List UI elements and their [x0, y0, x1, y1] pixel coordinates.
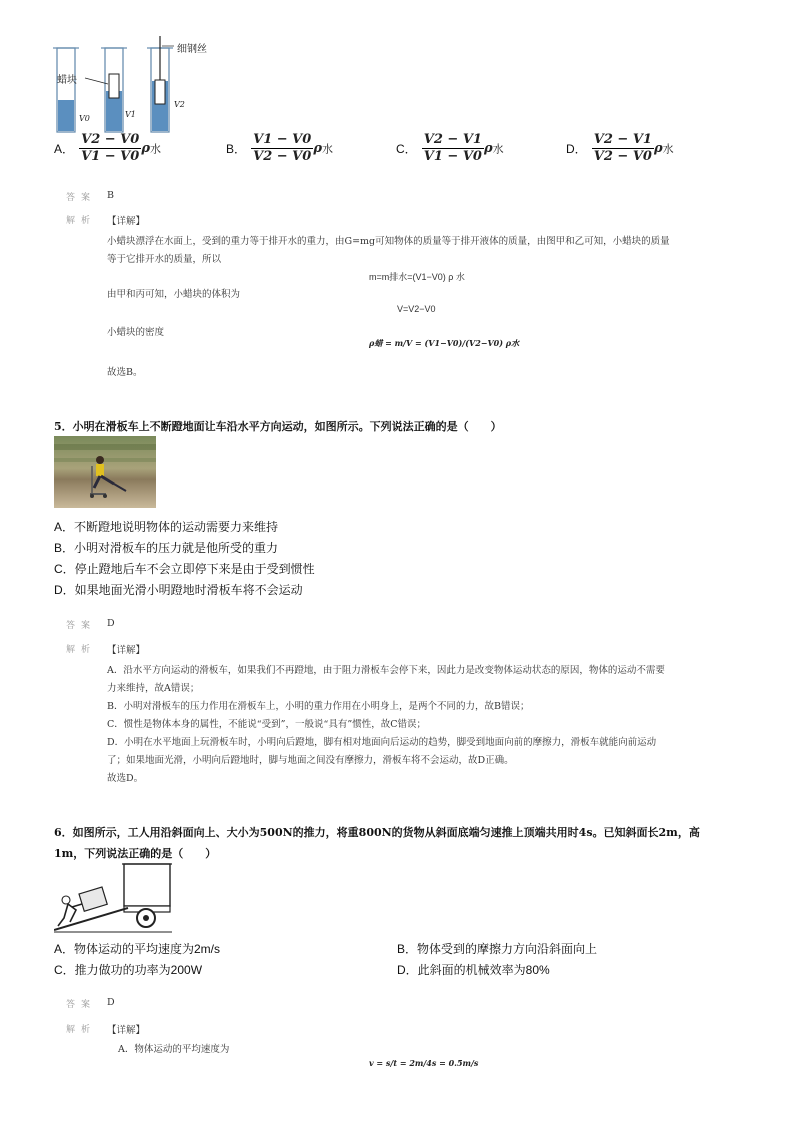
- q6-option-a[interactable]: A．物体运动的平均速度为2m/s: [54, 942, 221, 956]
- q5-analysis-label: 解析: [66, 645, 97, 655]
- v1-label: V1: [125, 110, 136, 119]
- q4-option-b-fraction: $\frac{V1 - V0}{V2 - V0}$: [253, 132, 312, 164]
- q5-line-3: B．小明对滑板车的压力作用在滑板车上，小明的重力作用在小明身上，是两个不同的力，故B错误；: [107, 701, 530, 712]
- q5-line-6: 了；如果地面光滑，小明向后蹬地时，脚与地面之间没有摩擦力，滑板车将不会运动，故D正确。: [107, 755, 514, 766]
- worker-pushing: [58, 896, 82, 926]
- q4-mass-formula: m=m排水=(V1−V0) ρ 水: [369, 272, 465, 282]
- incline-cart-diagram: [54, 862, 172, 934]
- wire-label: 细钢丝: [177, 44, 207, 55]
- q4-option-c[interactable]: C． $\frac{V2 - V1}{V1 - V0}$ ρ水: [396, 132, 504, 164]
- q4-option-c-fraction: $\frac{V2 - V1}{V1 - V0}$: [423, 132, 482, 164]
- q6-velocity-formula: v = s/t = 2m/4s = 0.5m/s: [369, 1058, 479, 1068]
- cylinder-jia: [53, 48, 79, 132]
- q5-detail-title: 【详解】: [107, 645, 146, 656]
- q5-stem: 5．小明在滑板车上不断蹬地面让车沿水平方向运动，如图所示。下列说法正确的是（ ）: [54, 420, 502, 433]
- q4-answer-label: 答案: [66, 193, 97, 203]
- q4-line-4: 小蜡块的密度: [107, 327, 165, 338]
- q4-option-b[interactable]: B． $\frac{V1 - V0}{V2 - V0}$ ρ水: [226, 132, 333, 164]
- q5-option-c[interactable]: C．停止蹬地后车不会立即停下来是由于受到惯性: [54, 562, 315, 576]
- cylinder-yi: [85, 48, 127, 132]
- q5-answer-value: D: [107, 618, 115, 629]
- q4-volume-formula: V=V2−V0: [397, 304, 436, 314]
- q5-line-4: C．惯性是物体本身的属性，不能说“受到”，一般说“具有”惯性，故C错误；: [107, 719, 426, 730]
- q6-option-d[interactable]: D．此斜面的机械效率为80%: [397, 963, 550, 977]
- q6-option-b[interactable]: B．物体受到的摩擦力方向沿斜面向上: [397, 942, 598, 956]
- q5-answer-label: 答案: [66, 621, 97, 631]
- q6-stem-line-2: 1m，下列说法正确的是（ ）: [54, 847, 217, 860]
- q6-analysis-label: 解析: [66, 1025, 97, 1035]
- q5-option-d[interactable]: D．如果地面光滑小明蹬地时滑板车将不会运动: [54, 583, 303, 597]
- q5-line-1: A．沿水平方向运动的滑板车，如果我们不再蹬地，由于阻力滑板车会停下来，因此力是改变物体运动状态的原因，物体的运动不需要: [107, 665, 665, 676]
- q4-line-2: 等于它排开水的质量，所以: [107, 254, 222, 265]
- q4-line-3: 由甲和丙可知，小蜡块的体积为: [107, 289, 241, 300]
- q4-option-d-fraction: $\frac{V2 - V1}{V2 - V0}$: [593, 132, 652, 164]
- wax-label: 蜡块: [57, 75, 77, 86]
- q6-answer-label: 答案: [66, 1000, 97, 1010]
- q5-conclusion: 故选D。: [107, 773, 144, 784]
- q6-stem-line-1: 6．如图所示，工人用沿斜面向上、大小为500N的推力，将重800N的货物从斜面底端匀速推上顶端共用时4s。已知斜面长2m，高: [54, 826, 700, 839]
- cargo-box: [79, 887, 107, 911]
- q5-line-5: D．小明在水平地面上玩滑板车时，小明向后蹬地，脚有相对地面向后运动的趋势，脚受到地面向前的摩擦力，滑板车就能向前运动: [107, 737, 657, 748]
- q4-line-1: 小蜡块漂浮在水面上，受到的重力等于排开水的重力，由G=mg可知物体的质量等于排开液体的质量，由图甲和乙可知，小蜡块的质量: [107, 236, 670, 247]
- q4-analysis-label: 解析: [66, 216, 97, 226]
- q6-detail-title: 【详解】: [107, 1025, 146, 1036]
- q4-option-a-fraction: $\frac{V2 - V0}{V1 - V0}$: [81, 132, 140, 164]
- q6-option-c[interactable]: C．推力做功的功率为200W: [54, 963, 203, 977]
- v2-label: V2: [174, 100, 185, 109]
- v0-label: V0: [79, 114, 90, 123]
- q4-detail-title: 【详解】: [107, 216, 146, 227]
- q4-option-a[interactable]: A． $\frac{V2 - V0}{V1 - V0}$ ρ水: [54, 132, 161, 164]
- q4-answer-value: B: [107, 190, 114, 201]
- q5-option-b[interactable]: B．小明对滑板车的压力就是他所受的重力: [54, 541, 279, 555]
- q5-line-2: 力来维持，故A错误；: [107, 683, 200, 694]
- q6-answer-value: D: [107, 997, 115, 1008]
- skateboard-photo: [54, 436, 156, 508]
- q4-density-formula: ρ蜡 = m/V = (V1−V0)/(V2−V0) ρ水: [369, 338, 520, 348]
- q4-conclusion: 故选B。: [107, 367, 143, 378]
- q5-option-a[interactable]: A．不断蹬地说明物体的运动需要力来维持: [54, 520, 279, 534]
- q6-line-a: A．物体运动的平均速度为: [118, 1044, 230, 1055]
- q4-option-d[interactable]: D． $\frac{V2 - V1}{V2 - V0}$ ρ水: [566, 132, 674, 164]
- cylinder-bing: [147, 36, 174, 132]
